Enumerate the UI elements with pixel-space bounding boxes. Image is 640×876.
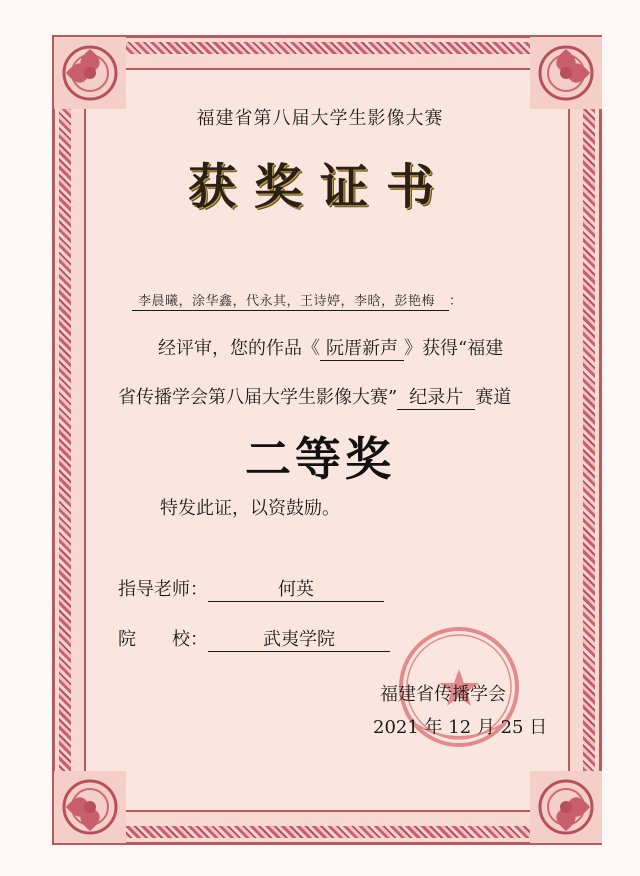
body-line-2	[118, 383, 511, 410]
body-line1-suffix: 》获得“福建	[404, 338, 504, 359]
work-title: 阮厝新声	[320, 334, 404, 361]
school-line	[118, 625, 390, 652]
certify-text: 特发此证，以资鼓励。	[160, 498, 340, 519]
award-category: 纪录片	[397, 383, 475, 410]
issuer-name: 福建省传播学会	[380, 684, 506, 705]
corner-ornament-icon	[530, 37, 602, 109]
advisor-name: 何英	[208, 575, 384, 602]
recipient-names: 李晨曦，涂华鑫，代永其，王诗婷，李晗，彭艳梅	[132, 294, 449, 311]
body-line-1	[158, 334, 503, 361]
corner-ornament-icon	[54, 37, 126, 109]
body-line2-suffix: 赛道	[475, 387, 512, 408]
advisor-line	[118, 575, 384, 602]
corner-ornament-icon	[54, 771, 126, 843]
competition-subtitle: 福建省第八届大学生影像大赛	[196, 108, 444, 129]
body-line1-prefix: 经评审，您的作品《	[158, 338, 320, 359]
issue-date: 2021 年 12 月 25 日	[373, 717, 548, 738]
names-colon: ：	[449, 294, 463, 309]
body-line2-prefix: 省传播学会第八届大学生影像大赛”	[118, 387, 398, 408]
certificate-title: 获奖证书	[187, 159, 452, 215]
award-level: 二等奖	[245, 432, 395, 486]
advisor-label: 指导老师：	[118, 579, 208, 600]
school-name: 武夷学院	[208, 625, 390, 652]
recipient-names-line	[132, 290, 462, 309]
school-label: 院 校：	[118, 629, 208, 650]
corner-ornament-icon	[530, 771, 602, 843]
